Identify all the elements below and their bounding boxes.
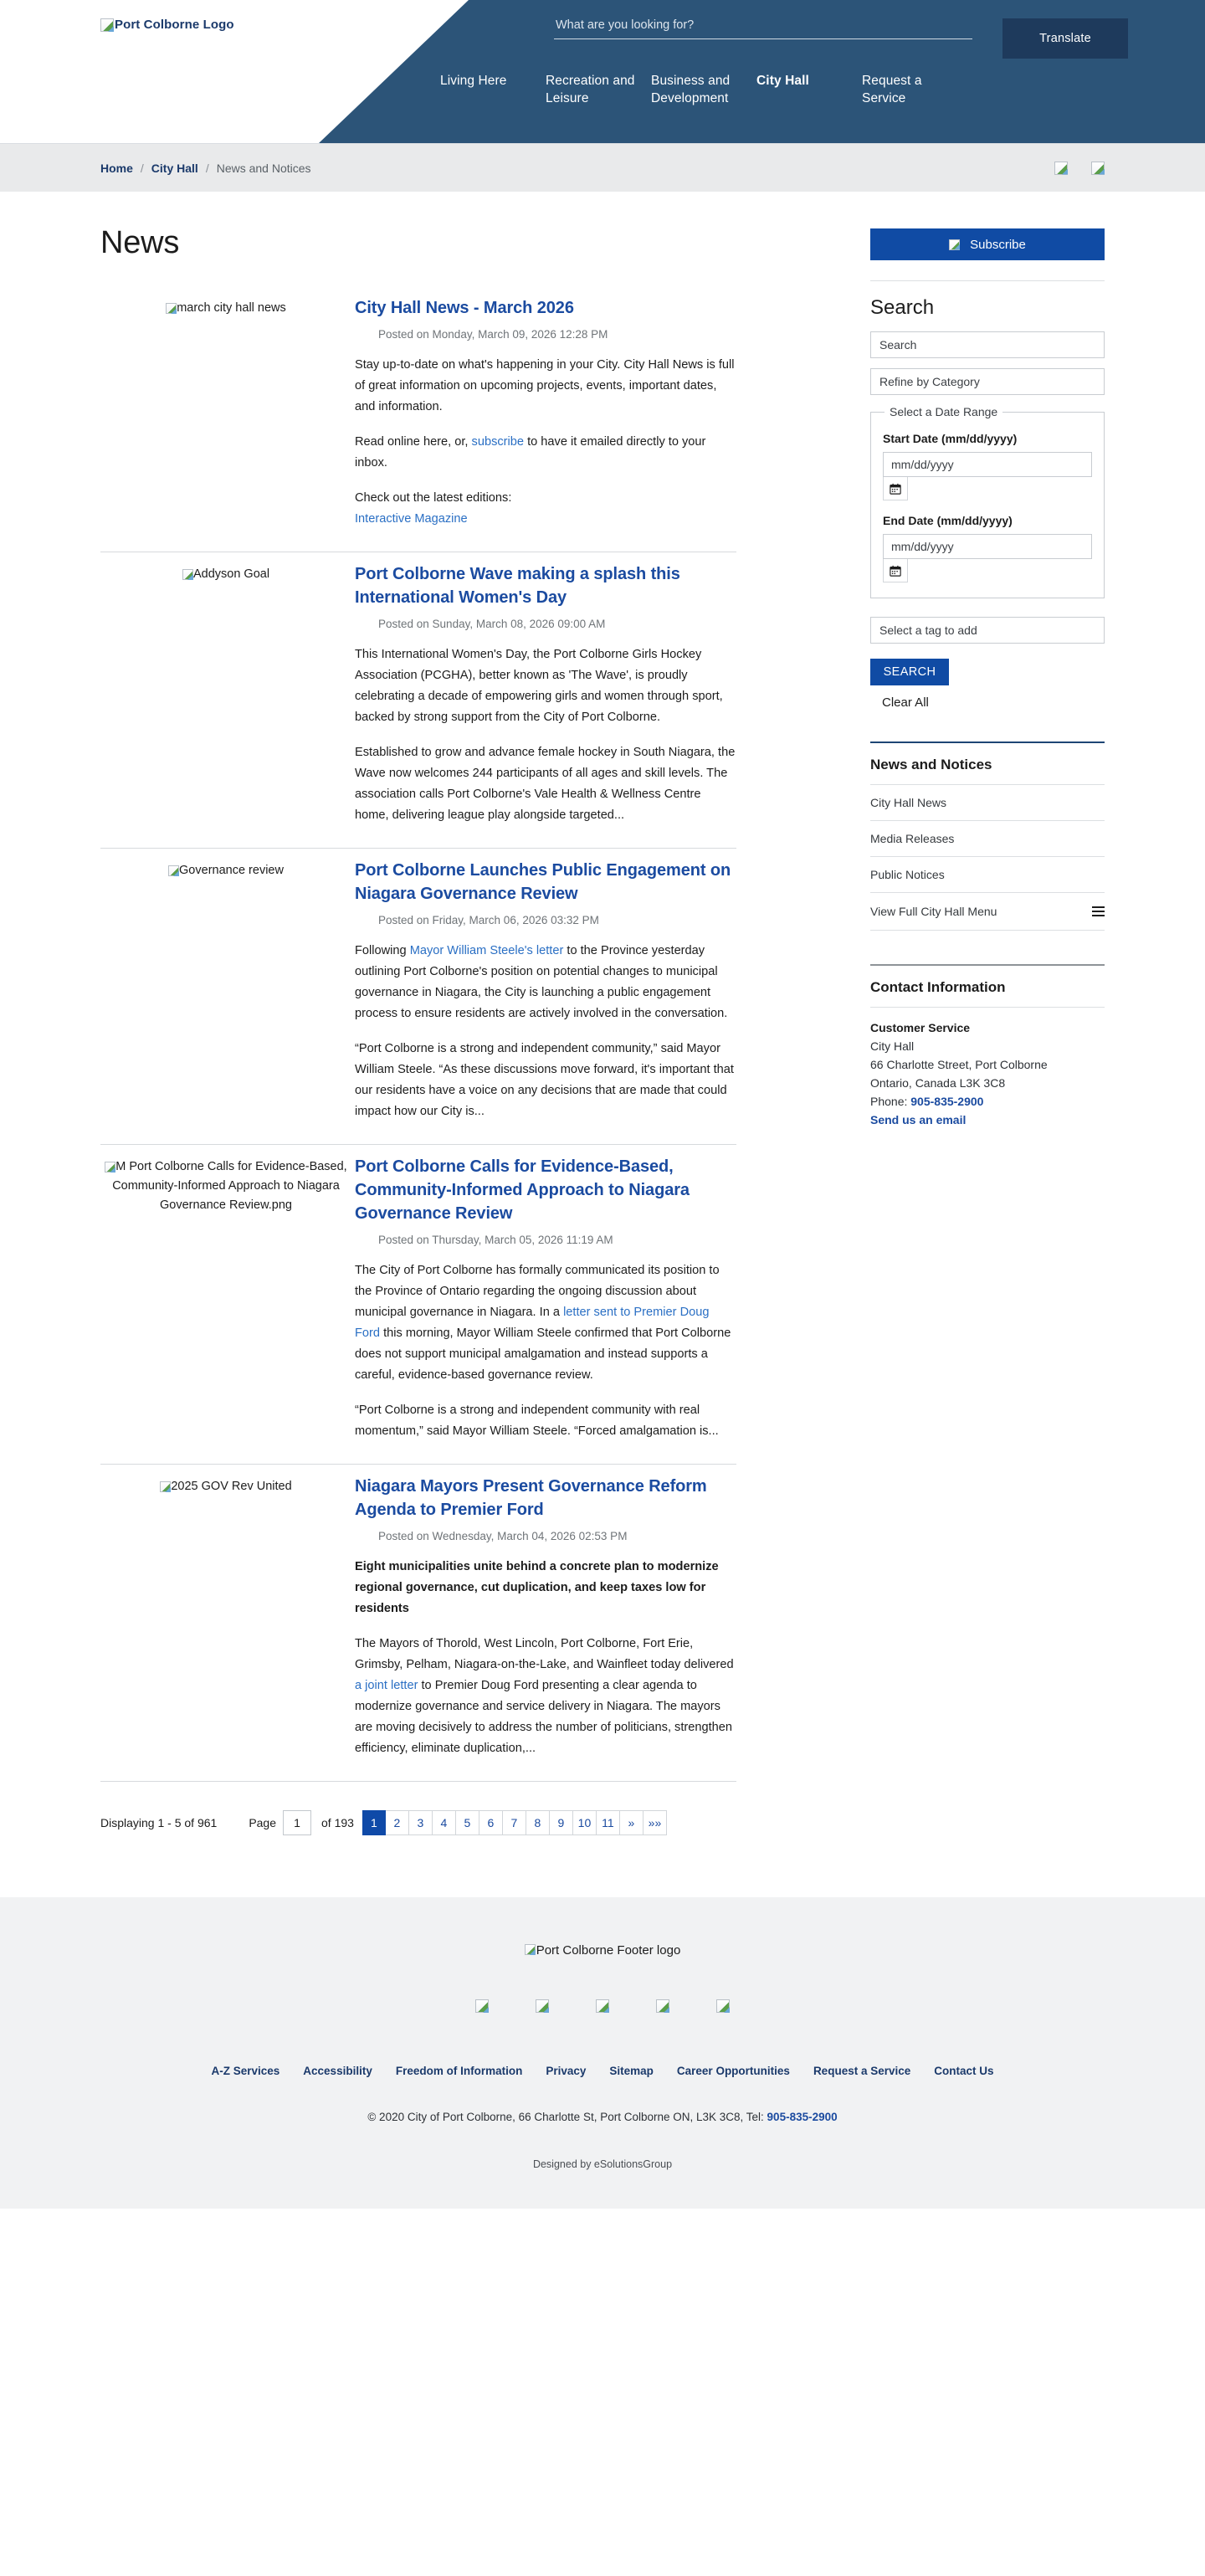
instagram-icon[interactable] [596, 1999, 609, 2013]
breadcrumb-current: News and Notices [216, 161, 311, 175]
subscribe-button-label: Subscribe [970, 237, 1026, 252]
news-paragraph-with-link [355, 1634, 736, 1759]
news-title-link[interactable]: Niagara Mayors Present Governance Reform Agenda to Premier Ford [355, 1477, 707, 1519]
pagination-total-label: of 193 [321, 1816, 354, 1829]
translate-button[interactable]: Translate [1002, 18, 1128, 59]
site-header [0, 0, 1205, 144]
news-thumbnail[interactable] [100, 296, 351, 530]
site-search-input[interactable] [554, 18, 972, 39]
header-search-row [554, 18, 1131, 59]
contact-phone-link[interactable]: 905-835-2900 [910, 1095, 984, 1108]
pagination-page-3[interactable]: 3 [409, 1810, 433, 1835]
view-full-menu-label: View Full City Hall Menu [870, 905, 997, 918]
clear-all-link[interactable]: Clear All [882, 695, 929, 710]
pagination-page-input[interactable] [283, 1810, 311, 1835]
contact-department: Customer Service [870, 1021, 971, 1034]
subscribe-inline-link[interactable]: subscribe [471, 435, 525, 449]
news-title-link[interactable]: Port Colborne Launches Public Engagement on Niagara Governance Review [355, 861, 731, 903]
broken-image-icon [182, 569, 193, 580]
page-title: News [100, 225, 180, 260]
pagination-page-10[interactable]: 10 [573, 1810, 597, 1835]
news-text-post: this morning, Mayor William Steele confirmed that Port Colborne does not support municipal amalgamation and instead supports a careful, evidence-based governance review. [355, 1326, 731, 1382]
site-logo[interactable] [100, 18, 234, 32]
news-paragraph-with-link [355, 941, 736, 1024]
sidebar [870, 192, 1105, 1129]
footer-link-privacy[interactable]: Privacy [546, 2065, 587, 2077]
news-body [351, 1155, 736, 1442]
tag-select-input[interactable] [870, 617, 1105, 644]
news-date: Posted on Monday, March 09, 2026 12:28 PM [378, 328, 608, 341]
date-range-fieldset [870, 405, 1105, 598]
start-date-input[interactable] [883, 452, 1092, 477]
news-text-post: to have it emailed directly to your inbox. [355, 435, 706, 470]
breadcrumb-home[interactable]: Home [100, 161, 133, 175]
nav-item-living-here[interactable]: Living Here [440, 74, 507, 88]
pagination [100, 1810, 736, 1835]
news-date: Posted on Sunday, March 08, 2026 09:00 AM [378, 618, 606, 630]
broken-image-icon [168, 865, 179, 876]
news-lead-paragraph: Eight municipalities unite behind a concrete plan to modernize regional governance, cut duplication, and keep taxes low for residents [355, 1560, 719, 1615]
news-list-item [100, 1465, 736, 1782]
nav-item-recreation-and-leisure[interactable]: Recreation and Leisure [546, 74, 635, 105]
footer-link-sitemap[interactable]: Sitemap [609, 2065, 654, 2077]
contact-place: City Hall [870, 1039, 915, 1053]
footer-phone-link[interactable]: 905-835-2900 [767, 2111, 838, 2123]
contact-email-link[interactable]: Send us an email [870, 1113, 967, 1126]
page-body [0, 192, 1205, 1872]
news-thumbnail-alt: M Port Colborne Calls for Evidence-Based, Community-Informed Approach to Niagara Governance Review.png [112, 1160, 347, 1212]
refine-by-category-select[interactable] [870, 368, 1105, 395]
news-date: Posted on Friday, March 06, 2026 03:32 PM [378, 914, 599, 926]
news-notices-block [870, 741, 1105, 931]
pagination-page-11[interactable]: 11 [597, 1810, 620, 1835]
broken-image-icon [160, 1481, 171, 1492]
header-divider [0, 143, 1205, 144]
pagination-page-9[interactable]: 9 [550, 1810, 573, 1835]
news-text-post: to the Province yesterday outlining Port Colborne's position on potential changes to municipal governance in Niagara, the City is launching a public engagement process to ensure residents are actively involved in the conversation. [355, 944, 728, 1020]
calendar-icon [890, 565, 901, 577]
sidebar-item-city-hall-news[interactable]: City Hall News [870, 785, 1105, 821]
site-footer [0, 1897, 1205, 2209]
facebook-icon[interactable] [475, 1999, 489, 2013]
news-thumbnail[interactable] [100, 1155, 351, 1442]
breadcrumb-bar [0, 144, 1205, 192]
news-paragraph: This International Women's Day, the Port Colborne Girls Hockey Association (PCGHA), better known as 'The Wave', is proudly celebrating a decade of empowering girls and women through sport, backed by strong support from the City of Port Colborne. [355, 648, 723, 724]
copyright-text: © 2020 City of Port Colborne, 66 Charlotte St, Port Colborne ON, L3K 3C8, Tel: [367, 2111, 767, 2123]
end-date-input[interactable] [883, 534, 1092, 559]
nav-item-request-a-service[interactable]: Request a Service [862, 74, 922, 105]
news-list-item [100, 849, 736, 1145]
joint-letter-link[interactable]: a joint letter [355, 1679, 418, 1692]
pagination-page-5[interactable]: 5 [456, 1810, 479, 1835]
broken-image-icon [525, 1944, 536, 1955]
footer-copyright [0, 2111, 1205, 2123]
footer-logo[interactable] [525, 1944, 681, 1958]
sidebar-item-public-notices[interactable]: Public Notices [870, 857, 1105, 893]
hamburger-menu-icon [1092, 904, 1105, 919]
contact-information-title: Contact Information [870, 966, 1105, 1008]
footer-link-contact-us[interactable]: Contact Us [934, 2065, 994, 2077]
twitter-icon[interactable] [536, 1999, 549, 2013]
nav-item-business-and-development[interactable]: Business and Development [651, 74, 731, 105]
breadcrumb-city-hall[interactable]: City Hall [151, 161, 198, 175]
pagination-next-icon[interactable]: » [620, 1810, 644, 1835]
news-body [351, 562, 736, 826]
news-text-post: to Premier Doug Ford presenting a clear agenda to modernize governance and service delivery in Niagara. The mayors are moving decisively to address the number of politicians, strengthen efficiency, eliminate duplication,... [355, 1679, 733, 1755]
contact-region: Ontario, Canada L3K 3C8 [870, 1076, 1006, 1090]
news-thumbnail-alt: march city hall news [177, 301, 286, 315]
breadcrumb-separator-2: / [205, 161, 209, 175]
news-paragraph-with-link [355, 1260, 736, 1386]
sidebar-search-button[interactable]: SEARCH [870, 659, 949, 685]
news-thumbnail-alt: 2025 GOV Rev United [171, 1480, 292, 1493]
contact-address: 66 Charlotte Street, Port Colborne [870, 1058, 1048, 1071]
news-text-pre: The Mayors of Thorold, West Lincoln, Port Colborne, Fort Erie, Grimsby, Pelham, Niagara-on-the-Lake, and Wainfleet today delivered [355, 1637, 734, 1671]
end-date-label: End Date (mm/dd/yyyy) [883, 514, 1013, 527]
contact-phone-row [870, 1092, 1105, 1111]
primary-nav [440, 72, 967, 107]
print-icon[interactable] [1054, 162, 1068, 175]
news-date: Posted on Thursday, March 05, 2026 11:19 AM [378, 1234, 613, 1246]
end-date-calendar-icon[interactable] [883, 559, 908, 582]
footer-links [0, 2065, 1205, 2077]
news-thumbnail[interactable] [100, 859, 351, 1122]
news-thumbnail-alt: Governance review [179, 864, 284, 877]
news-notices-title: News and Notices [870, 743, 1105, 785]
pagination-page-6[interactable]: 6 [479, 1810, 503, 1835]
news-title-link[interactable]: City Hall News - March 2026 [355, 299, 574, 317]
sidebar-divider [870, 280, 1105, 281]
pagination-last-icon[interactable]: »» [644, 1810, 667, 1835]
footer-link-freedom-of-information[interactable]: Freedom of Information [395, 2065, 523, 2077]
site-logo-alt-text: Port Colborne Logo [115, 18, 234, 32]
mayor-letter-link[interactable]: Mayor William Steele's letter [409, 944, 564, 957]
pagination-pages [362, 1810, 667, 1835]
calendar-icon [890, 483, 901, 495]
start-date-label: Start Date (mm/dd/yyyy) [883, 432, 1018, 445]
date-range-legend: Select a Date Range [890, 405, 998, 418]
footer-logo-alt-text: Port Colborne Footer logo [536, 1943, 681, 1958]
start-date-calendar-icon[interactable] [883, 477, 908, 500]
breadcrumb-tools [1054, 162, 1105, 175]
envelope-icon [949, 239, 960, 250]
news-title-link[interactable]: Port Colborne Calls for Evidence-Based, Community-Informed Approach to Niagara Governance Review [355, 1157, 690, 1223]
news-list-item [100, 552, 736, 849]
news-title-link[interactable]: Port Colborne Wave making a splash this International Women's Day [355, 565, 680, 607]
contact-email-row [870, 1111, 1105, 1129]
pagination-page-7[interactable]: 7 [503, 1810, 526, 1835]
news-paragraph-editions: Check out the latest editions: [355, 491, 512, 505]
news-body [351, 1475, 736, 1759]
pagination-page-1[interactable]: 1 [362, 1810, 386, 1835]
news-date: Posted on Wednesday, March 04, 2026 02:53 PM [378, 1530, 628, 1542]
contact-information-block [870, 964, 1105, 1129]
news-thumbnail-alt: Addyson Goal [192, 567, 270, 581]
news-paragraph: “Port Colborne is a strong and independent community,” said Mayor William Steele. “As these discussions move forward, it's important that our residents have a voice on any decisions that are made that could impact how our City is... [355, 1042, 734, 1118]
news-body [351, 296, 736, 530]
youtube-icon[interactable] [656, 1999, 669, 2013]
news-paragraph: “Port Colborne is a strong and independent community with real momentum,” said Mayor William Steele. “Forced amalgamation is... [355, 1403, 719, 1438]
breadcrumb-separator: / [140, 161, 144, 175]
news-paragraph: Stay up-to-date on what's happening in your City. City Hall News is full of great information on upcoming projects, events, important dates, and information. [355, 358, 735, 413]
news-list-item [100, 286, 736, 552]
broken-image-icon [100, 18, 114, 32]
interactive-magazine-link[interactable]: Interactive Magazine [355, 512, 468, 526]
nav-item-city-hall[interactable]: City Hall [756, 74, 809, 88]
pagination-page-label: Page [249, 1816, 277, 1829]
breadcrumb [100, 162, 311, 175]
pagination-page-2[interactable]: 2 [386, 1810, 409, 1835]
news-body [351, 859, 736, 1122]
main-content [100, 192, 736, 1872]
footer-designed-by: Designed by eSolutionsGroup [532, 2158, 673, 2170]
share-icon[interactable] [1091, 162, 1105, 175]
news-thumbnail[interactable] [100, 562, 351, 826]
contact-phone-label: Phone: [870, 1095, 911, 1108]
footer-link-accessibility[interactable]: Accessibility [303, 2065, 372, 2077]
news-thumbnail[interactable] [100, 1475, 351, 1759]
news-text-pre: Following [355, 944, 410, 957]
pagination-count: Displaying 1 - 5 of 961 [100, 1816, 218, 1829]
news-paragraph-with-link [355, 432, 736, 474]
news-list-item [100, 1145, 736, 1465]
linkedin-icon[interactable] [716, 1999, 730, 2013]
subscribe-button[interactable] [870, 228, 1105, 260]
social-media-links [0, 1999, 1205, 2013]
news-text-pre: Read online here, or, [355, 435, 472, 449]
broken-image-icon [105, 1162, 115, 1173]
sidebar-item-view-full-menu[interactable] [870, 893, 1105, 931]
sidebar-search-heading: Search [870, 296, 935, 319]
footer-link-request-a-service[interactable]: Request a Service [813, 2065, 911, 2077]
news-text-pre: The City of Port Colborne has formally communicated its position to the Province of Ontario regarding the ongoing discussion about municipal governance in Niagara. In a [355, 1264, 720, 1319]
sidebar-item-media-releases[interactable]: Media Releases [870, 821, 1105, 857]
pagination-page-4[interactable]: 4 [433, 1810, 456, 1835]
footer-link-a-z-services[interactable]: A-Z Services [211, 2065, 280, 2077]
footer-link-career-opportunities[interactable]: Career Opportunities [676, 2065, 790, 2077]
news-paragraph: Established to grow and advance female hockey in South Niagara, the Wave now welcomes 244 participants of all ages and skill levels. The association calls Port Colborne's Vale Health & Wellness Centre home, delivering league play alongside targeted... [355, 746, 736, 822]
sidebar-search-input[interactable] [870, 331, 1105, 358]
broken-image-icon [166, 303, 177, 314]
pagination-page-8[interactable]: 8 [526, 1810, 550, 1835]
premier-letter-link[interactable]: letter sent to Premier Doug Ford [355, 1306, 710, 1340]
